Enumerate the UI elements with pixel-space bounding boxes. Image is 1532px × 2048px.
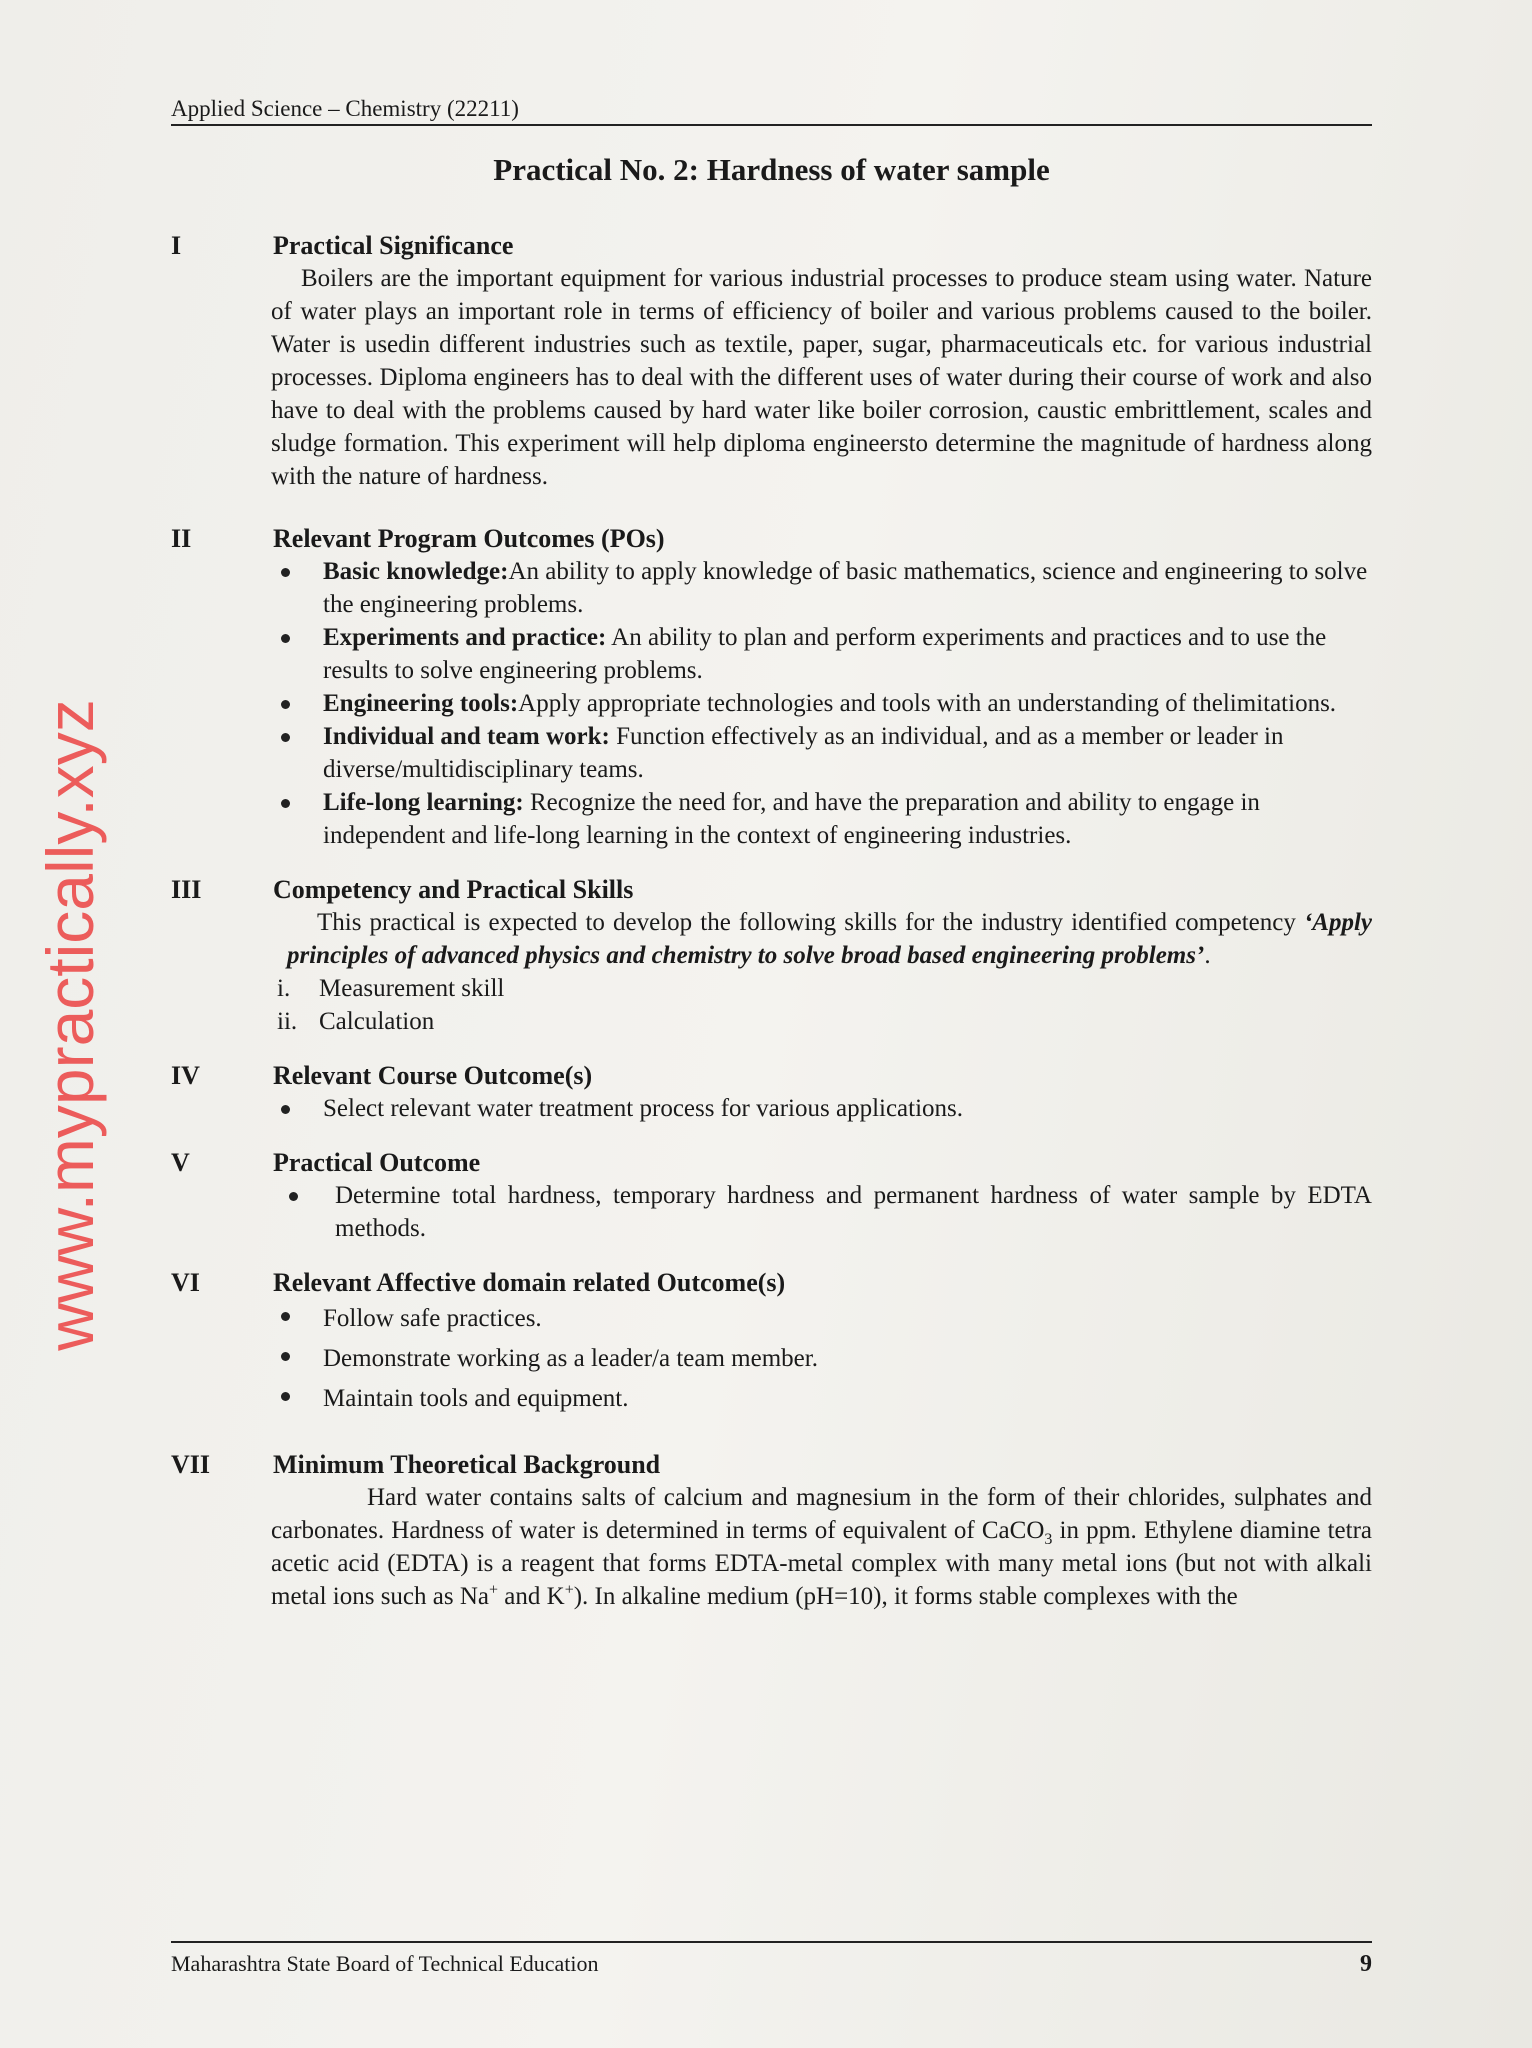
section-number: IV	[171, 1061, 200, 1090]
page-footer	[171, 1941, 1372, 1978]
page-title: Practical No. 2: Hardness of water sample	[493, 152, 1050, 187]
section-number: III	[171, 875, 202, 904]
list-item: Basic knowledge:An ability to apply knowledge of basic mathematics, science and engineering to solve the engineering problems.	[273, 555, 1372, 621]
footer-board: Maharashtra State Board of Technical Education	[171, 1951, 599, 1976]
skill-item: i. Measurement skill	[277, 975, 505, 1002]
section-number: V	[171, 1148, 190, 1177]
section-practical-outcome	[171, 1147, 1372, 1245]
section-text: Boilers are the important equipment for various industrial processes to produce steam using water. Nature of water plays an important role in terms of efficiency of boiler and various problems caused to the boiler. Water is usedin different industries such as textile, paper, sugar, pharmaceuticals etc. for various industrial processes. Diploma engineers has to deal with the different uses of water during their course of work and also have to deal with the problems caused by hard water like boiler corrosion, caustic embrittlement, scales and sludge formation. This experiment will help diploma engineersto determine the magnitude of hardness along with the nature of hardness.	[271, 265, 1372, 490]
section-text: Hard water contains salts of calcium and magnesium in the form of their chlorides, sulphates and carbonates. Hardness of water is determined in terms of equivalent of CaCO$_3$ in ppm. Ethylene diamine tetra acetic acid (EDTA) is a reagent that forms EDTA-metal complex with many metal ions (but not with alkali metal ions such as Na+ and K+). In alkaline medium (pH=10), it forms stable complexes with the	[271, 1484, 1372, 1610]
list-item: Maintain tools and equipment.	[273, 1379, 1372, 1419]
section-heading: Relevant Course Outcome(s)	[273, 1061, 593, 1090]
section-program-outcomes	[171, 523, 1372, 852]
section-number: VI	[171, 1268, 200, 1297]
list-item: Demonstrate working as a leader/a team member.	[273, 1339, 1372, 1379]
watermark: www.mypractically.xyz	[33, 699, 107, 1351]
section-affective-outcomes	[171, 1267, 1372, 1419]
section-theoretical-background	[171, 1449, 1372, 1613]
section-heading: Practical Significance	[273, 231, 514, 260]
section-number: I	[171, 231, 182, 260]
list-item: Engineering tools:Apply appropriate technologies and tools with an understanding of thelimitations.	[273, 687, 1372, 720]
list-item: Follow safe practices.	[273, 1299, 1372, 1339]
section-practical-significance	[171, 230, 1372, 493]
section-heading: Practical Outcome	[273, 1148, 481, 1177]
page-number: 9	[1360, 1951, 1372, 1977]
section-heading: Competency and Practical Skills	[273, 875, 634, 904]
list-item: Individual and team work: Function effectively as an individual, and as a member or leader in diverse/multidisciplinary teams.	[273, 720, 1372, 786]
list-item: Experiments and practice: An ability to plan and perform experiments and practices and to use the results to solve engineering problems.	[273, 621, 1372, 687]
skill-item: ii. Calculation	[277, 1008, 435, 1035]
section-text: This practical is expected to develop the following skills for the industry identified competency ‘Apply principles of advanced physics and chemistry to solve broad based engineering problems’.	[287, 909, 1372, 969]
running-header: Applied Science – Chemistry (22211)	[171, 96, 1372, 126]
list-item: Select relevant water treatment process for various applications.	[273, 1092, 1372, 1125]
section-number: II	[171, 524, 192, 553]
section-number: VII	[171, 1450, 211, 1479]
section-heading: Relevant Affective domain related Outcome(s)	[273, 1268, 786, 1297]
section-heading: Relevant Program Outcomes (POs)	[273, 524, 665, 553]
list-item: Determine total hardness, temporary hardness and permanent hardness of water sample by EDTA methods.	[281, 1179, 1372, 1245]
section-competency	[171, 874, 1372, 1038]
list-item: Life-long learning: Recognize the need for, and have the preparation and ability to engage in independent and life-long learning in the context of engineering industries.	[273, 786, 1372, 852]
section-course-outcome	[171, 1060, 1372, 1125]
section-heading: Minimum Theoretical Background	[273, 1450, 661, 1479]
